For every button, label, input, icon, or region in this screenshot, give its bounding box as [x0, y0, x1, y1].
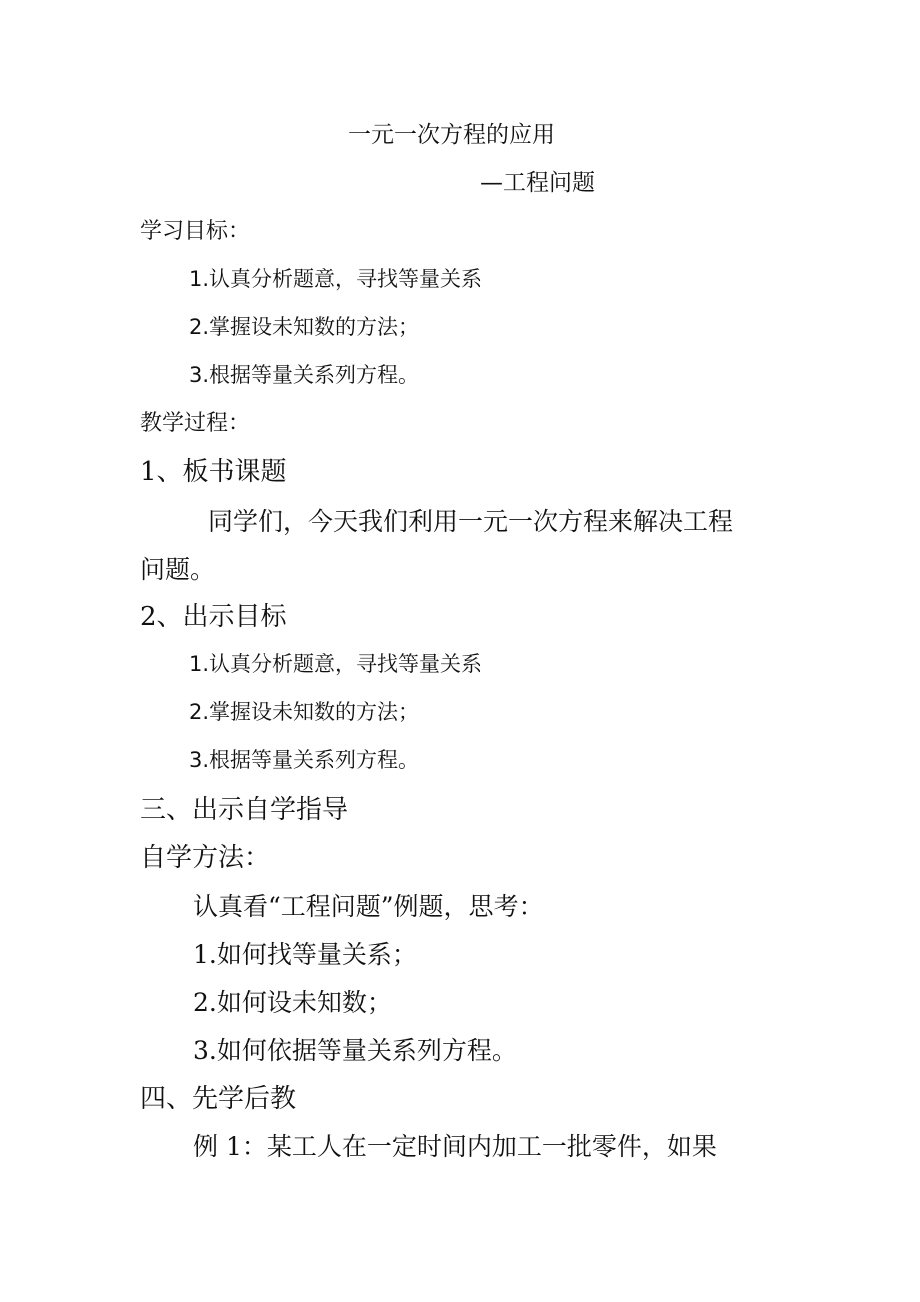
teaching-process-heading: 教学过程：: [140, 411, 251, 436]
self-study-question-2: 2.如何设未知数；: [193, 988, 392, 1017]
learning-goals-heading: 学习目标：: [140, 219, 251, 244]
self-study-method-label: 自学方法：: [140, 843, 271, 873]
self-study-question-1: 1.如何找等量关系；: [193, 940, 417, 969]
section-3-heading: 三、出示自学指导: [140, 795, 349, 825]
section-1-heading: 1、板书课题: [140, 457, 287, 487]
section-4-heading: 四、先学后教: [140, 1084, 297, 1114]
section-2-goal-1: 1.认真分析题意，寻找等量关系: [189, 652, 483, 676]
section-1-paragraph-line-1: 同学们，今天我们利用一元一次方程来解决工程: [208, 507, 734, 536]
self-study-question-3: 3.如何依据等量关系列方程。: [193, 1036, 517, 1065]
section-2-goal-3: 3.根据等量关系列方程。: [189, 748, 420, 772]
document-subtitle: —工程问题: [480, 170, 595, 196]
section-1-paragraph-line-2: 问题。: [140, 555, 216, 584]
learning-goal-2: 2.掌握设未知数的方法；: [189, 315, 420, 339]
learning-goal-3: 3.根据等量关系列方程。: [189, 363, 420, 387]
section-2-goal-2: 2.掌握设未知数的方法；: [189, 700, 420, 724]
learning-goal-1: 1.认真分析题意，寻找等量关系: [189, 267, 483, 291]
self-study-intro: 认真看“工程问题”例题，思考：: [193, 892, 544, 921]
section-2-heading: 2、出示目标: [140, 602, 287, 632]
document-title: 一元一次方程的应用: [348, 122, 555, 148]
example-1-line-1: 例 1：某工人在一定时间内加工一批零件，如果: [193, 1132, 717, 1161]
